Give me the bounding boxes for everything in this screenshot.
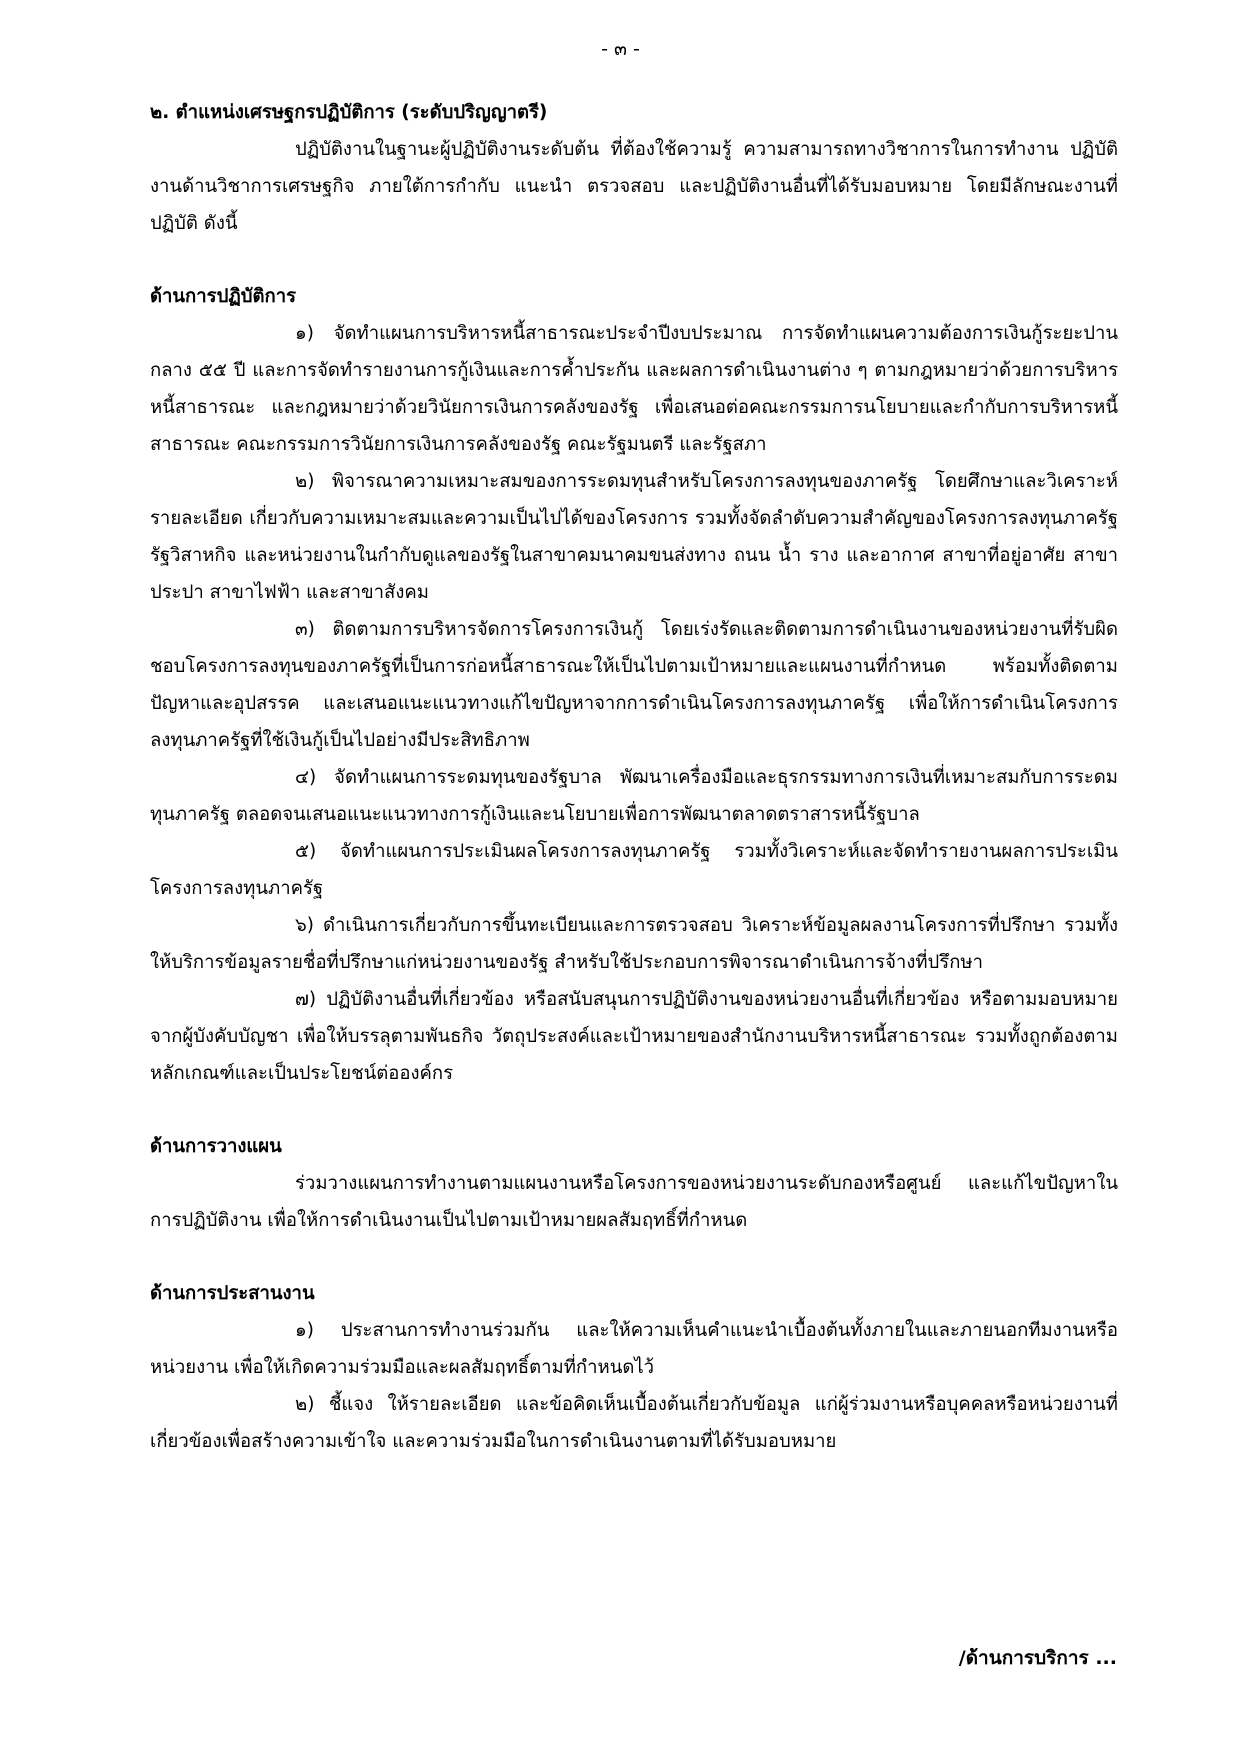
page-number: - ๓ - (601, 38, 640, 60)
operations-item: ๖) ดำเนินการเกี่ยวกับการขึ้นทะเบียนและการตรวจสอบ วิเคราะห์ข้อมูลผลงานโครงการที่ปรึกษา รวมทั้ง ให้บริการข้อมูลรายชื่อที่ปรึกษาแก่หน่วยงานของรัฐ สำหรับใช้ประกอบการพิจารณาดำเนินการจ้างที่ปรึกษา (150, 915, 1118, 973)
operations-item: ๓) ติดตามการบริหารจัดการโครงการเงินกู้ โดยเร่งรัดและติดตามการดำเนินงานของหน่วยงานที่รับผิดชอบโครงการลงทุนของภาครัฐที่เป็นการก่อหนี้สาธารณะให้เป็นไปตามเป้าหมายและแผนงานที่กำหนด พร้อมทั้งติดตามปัญหาและอุปสรรค และเสนอแนะแนวทางแก้ไขปัญหาจากการดำเนินโครงการลงทุนภาครัฐ เพื่อให้การดำเนินโครงการลงทุนภาครัฐที่ใช้เงินกู้เป็นไปอย่างมีประสิทธิภาพ (150, 619, 1118, 751)
operations-item: ๒) พิจารณาความเหมาะสมของการระดมทุนสำหรับโครงการลงทุนของภาครัฐ โดยศึกษาและวิเคราะห์รายละเอียด เกี่ยวกับความเหมาะสมและความเป็นไปได้ของโครงการ รวมทั้งจัดลำดับความสำคัญของโครงการลงทุนภาครัฐ รัฐวิสาหกิจ และหน่วยงานในกำกับดูแลของรัฐในสาขาคมนาคมขนส่งทาง ถนน น้ำ ราง และอากาศ สาขาที่อยู่อาศัย สาขาประปา สาขาไฟฟ้า และสาขาสังคม (150, 471, 1118, 603)
coordination-item: ๒) ชี้แจง ให้รายละเอียด และข้อคิดเห็นเบื้องต้นเกี่ยวกับข้อมูล แก่ผู้ร่วมงานหรือบุคคลหรือหน่วยงานที่เกี่ยวข้องเพื่อสร้างความเข้าใจ และความร่วมมือในการดำเนินงานตามที่ได้รับมอบหมาย (150, 1394, 1118, 1452)
document-body (150, 94, 1118, 1460)
next-page-continuation: /ด้านการบริการ ... (958, 1647, 1117, 1669)
operations-item: ๔) จัดทำแผนการระดมทุนของรัฐบาล พัฒนาเครื่องมือและธุรกรรมทางการเงินที่เหมาะสมกับการระดมทุนภาครัฐ ตลอดจนเสนอแนะแนวทางการกู้เงินและนโยบายเพื่อการพัฒนาตลาดตราสารหนี้รัฐบาล (150, 767, 1118, 825)
intro-paragraph: ปฏิบัติงานในฐานะผู้ปฏิบัติงานระดับต้น ที่ต้องใช้ความรู้ ความสามารถทางวิชาการในการทำงาน ปฏิบัติงานด้านวิชาการเศรษฐกิจ ภายใต้การกำกับ แนะนำ ตรวจสอบ และปฏิบัติงานอื่นที่ได้รับมอบหมาย โดยมีลักษณะงานที่ปฏิบัติ ดังนี้ (150, 139, 1118, 234)
coordination-heading: ด้านการประสานงาน (150, 1283, 315, 1304)
operations-item: ๕) จัดทำแผนการประเมินผลโครงการลงทุนภาครัฐ รวมทั้งวิเคราะห์และจัดทำรายงานผลการประเมินโครงการลงทุนภาครัฐ (150, 841, 1118, 899)
position-title: ๒. ตำแหน่งเศรษฐกรปฏิบัติการ (ระดับปริญญาตรี) (150, 102, 548, 123)
planning-paragraph: ร่วมวางแผนการทำงานตามแผนงานหรือโครงการของหน่วยงานระดับกองหรือศูนย์ และแก้ไขปัญหาในการปฏิบัติงาน เพื่อให้การดำเนินงานเป็นไปตามเป้าหมายผลสัมฤทธิ์ที่กำหนด (150, 1173, 1118, 1231)
operations-item: ๑) จัดทำแผนการบริหารหนี้สาธารณะประจำปีงบประมาณ การจัดทำแผนความต้องการเงินกู้ระยะปานกลาง ๕๕ ปี และการจัดทำรายงานการกู้เงินและการค้ำประกัน และผลการดำเนินงานต่าง ๆ ตามกฎหมายว่าด้วยการบริหารหนี้สาธารณะ และกฎหมายว่าด้วยวินัยการเงินการคลังของรัฐ เพื่อเสนอต่อคณะกรรมการนโยบายและกำกับการบริหารหนี้สาธารณะ คณะกรรมการวินัยการเงินการคลังของรัฐ คณะรัฐมนตรี และรัฐสภา (150, 323, 1118, 455)
coordination-item: ๑) ประสานการทำงานร่วมกัน และให้ความเห็นคำแนะนำเบื้องต้นทั้งภายในและภายนอกทีมงานหรือหน่วยงาน เพื่อให้เกิดความร่วมมือและผลสัมฤทธิ์ตามที่กำหนดไว้ (150, 1320, 1118, 1378)
operations-item: ๗) ปฏิบัติงานอื่นที่เกี่ยวข้อง หรือสนับสนุนการปฏิบัติงานของหน่วยงานอื่นที่เกี่ยวข้อง หรือตามมอบหมายจากผู้บังคับบัญชา เพื่อให้บรรลุตามพันธกิจ วัตถุประสงค์และเป้าหมายของสำนักงานบริหารหนี้สาธารณะ รวมทั้งถูกต้องตามหลักเกณฑ์และเป็นประโยชน์ต่อองค์กร (150, 989, 1118, 1084)
operations-heading: ด้านการปฏิบัติการ (150, 286, 297, 307)
planning-heading: ด้านการวางแผน (150, 1136, 282, 1157)
